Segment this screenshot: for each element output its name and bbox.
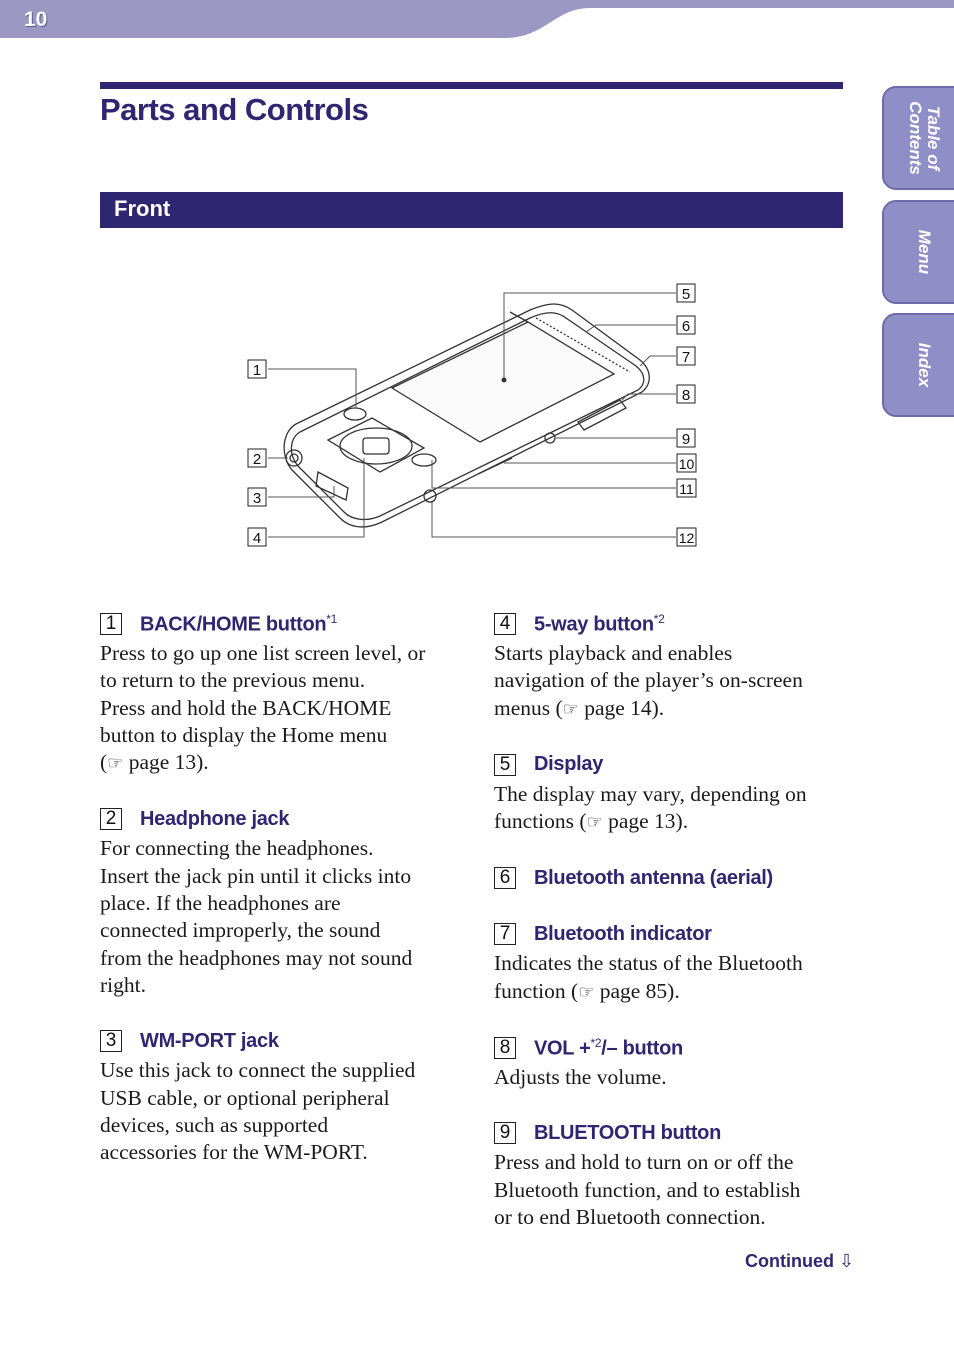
left-column — [100, 608, 460, 1166]
page-link[interactable]: page 13). — [608, 809, 689, 834]
wm-port-jack — [316, 472, 348, 500]
callout-6 — [677, 316, 695, 335]
item-description: Adjusts the volume. — [494, 1065, 667, 1090]
item-number: 6 — [494, 867, 516, 889]
item-number: 4 — [494, 613, 516, 635]
item-title: VOL +$^{*2}$/– button — [534, 1035, 683, 1060]
svg-text:12: 12 — [678, 530, 695, 546]
svg-text:4: 4 — [252, 530, 262, 547]
page-ref-icon: ☞ — [578, 981, 595, 1002]
callout-4 — [248, 528, 266, 547]
item-number: 2 — [100, 808, 122, 830]
svg-text:10: 10 — [678, 456, 695, 472]
svg-text:5: 5 — [681, 286, 691, 303]
item-title: Bluetooth indicator — [534, 922, 712, 945]
item-5-way-button — [494, 608, 854, 723]
item-number: 8 — [494, 1037, 516, 1059]
item-bluetooth-antenna — [494, 862, 854, 894]
page-ref-icon: ☞ — [562, 698, 579, 719]
item-bluetooth-indicator — [494, 918, 854, 1006]
callout-12 — [677, 528, 696, 546]
item-title: Display — [534, 753, 604, 776]
continued-label: Continued — [745, 1251, 834, 1271]
item-description: The display may vary, depending on functions (☞ page 13). — [494, 781, 807, 834]
item-back-home — [100, 608, 460, 777]
device-diagram — [0, 0, 954, 600]
tab-label: Menu — [915, 229, 934, 275]
item-description: Press and hold to turn on or off the Bluetooth function, and to establish or to end Bluetooth connection. — [494, 1150, 801, 1229]
svg-text:7: 7 — [681, 349, 691, 366]
page-link[interactable]: page 85). — [599, 978, 680, 1003]
svg-text:2: 2 — [252, 451, 262, 468]
page-ref-icon: ☞ — [107, 753, 124, 774]
item-title: Headphone jack — [140, 807, 290, 830]
item-wm-port-jack — [100, 1025, 460, 1166]
item-number: 9 — [494, 1122, 516, 1144]
callout-10 — [677, 454, 696, 472]
page-number: 10 — [24, 8, 48, 31]
page-ref-icon: ☞ — [586, 812, 603, 833]
item-number: 1 — [100, 613, 122, 635]
continued-link[interactable] — [745, 1251, 854, 1272]
item-number: 5 — [494, 754, 516, 776]
item-title: BACK/HOME button$^{*1}$ — [140, 611, 338, 636]
page-link[interactable]: page 14). — [584, 695, 665, 720]
callout-2 — [248, 449, 266, 468]
item-description: For connecting the headphones. Insert the jack pin until it clicks into place. If the headphones are connected improperly, the sound from the headphones may not sound right. — [100, 836, 413, 997]
callout-1 — [248, 360, 266, 379]
item-description: Indicates the status of the Bluetooth function (☞ page 85). — [494, 951, 803, 1003]
arrow-down-icon: ⇩ — [839, 1251, 855, 1271]
page-link[interactable]: page 13). — [128, 750, 209, 775]
svg-text:1: 1 — [252, 362, 262, 379]
item-title: WM-PORT jack — [140, 1029, 279, 1052]
callout-5 — [677, 284, 695, 303]
svg-text:9: 9 — [681, 431, 691, 448]
item-description: Use this jack to connect the supplied USB cable, or optional peripheral devices, such as supported accessories for the WM-PORT. — [100, 1058, 416, 1165]
item-display — [494, 749, 854, 837]
item-title: BLUETOOTH button — [534, 1121, 722, 1144]
tab-label: Table of Contents — [906, 101, 943, 175]
item-number: 7 — [494, 923, 516, 945]
five-way-button — [340, 428, 412, 464]
item-description: Starts playback and enables navigation of the player’s on-screen menus (☞ page 14). — [494, 641, 803, 720]
svg-text:11: 11 — [679, 481, 694, 497]
item-title: Bluetooth antenna (aerial) — [534, 866, 773, 889]
item-headphone-jack — [100, 803, 460, 999]
item-vol-button — [494, 1032, 854, 1091]
callout-9 — [677, 429, 695, 448]
callout-8 — [677, 385, 695, 404]
back-home-button — [344, 408, 366, 420]
item-number: 3 — [100, 1030, 122, 1052]
vol-button — [578, 400, 626, 430]
section-title: Front — [114, 196, 171, 221]
svg-text:3: 3 — [252, 490, 262, 507]
headphone-jack — [286, 450, 302, 466]
svg-text:6: 6 — [681, 318, 691, 335]
callout-11 — [677, 479, 696, 497]
svg-text:8: 8 — [681, 387, 691, 404]
page-title: Parts and Controls — [100, 92, 369, 127]
callout-7 — [677, 347, 695, 366]
right-column — [494, 608, 854, 1231]
item-description: Press to go up one list screen level, or to return to the previous menu. Press and hold the BACK/HOME button to display the Home menu (☞ page 13). — [100, 641, 426, 775]
item-title: 5-way button$^{*2}$ — [534, 611, 665, 636]
item-bluetooth-button — [494, 1117, 854, 1231]
tab-label: Index — [915, 342, 934, 388]
callout-3 — [248, 488, 266, 507]
